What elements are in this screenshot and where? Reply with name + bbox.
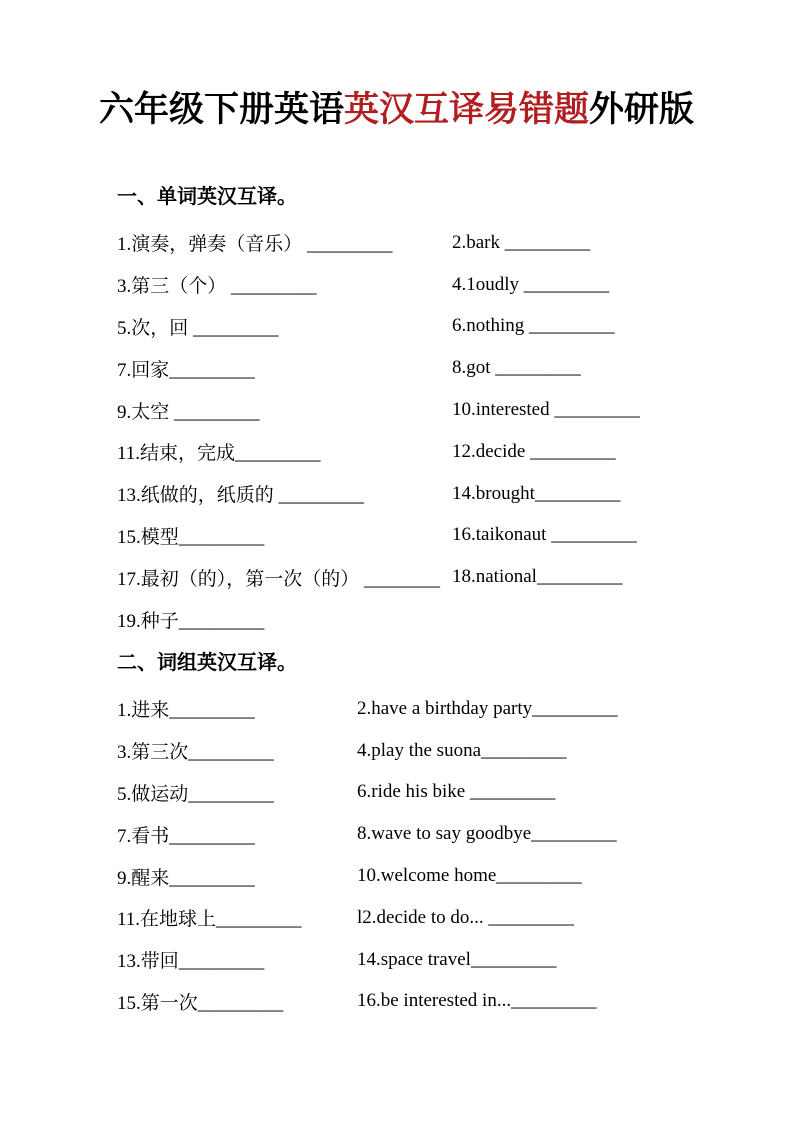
worksheet-item-left: 15.第一次_________ bbox=[117, 992, 284, 1014]
worksheet-row bbox=[117, 306, 773, 348]
section-phrase-translation bbox=[117, 650, 773, 1022]
worksheet-row bbox=[117, 389, 773, 431]
worksheet-item-left: 7.看书_________ bbox=[117, 825, 255, 847]
worksheet-row bbox=[117, 264, 773, 306]
worksheet-item-left: 5.次，回 _________ bbox=[117, 317, 279, 339]
worksheet-row bbox=[117, 598, 773, 640]
worksheet-item-right: l2.decide to do... _________ bbox=[357, 906, 574, 928]
worksheet-row bbox=[117, 813, 773, 855]
worksheet-row bbox=[117, 347, 773, 389]
worksheet-row bbox=[117, 473, 773, 515]
worksheet-item-left: 17.最初（的），第一次（的） ________ bbox=[117, 568, 441, 590]
worksheet-row bbox=[117, 772, 773, 814]
worksheet-item-right: 2.have a birthday party_________ bbox=[357, 697, 618, 719]
worksheet-item-left: 15.模型_________ bbox=[117, 526, 265, 548]
worksheet-item-right: 12.decide _________ bbox=[452, 440, 616, 462]
worksheet-row bbox=[117, 515, 773, 557]
worksheet-item-left: 13.带回_________ bbox=[117, 951, 265, 973]
worksheet-item-left: 11.结束，完成_________ bbox=[117, 443, 321, 465]
worksheet-row bbox=[117, 222, 773, 264]
worksheet-item-right: 10.interested _________ bbox=[452, 399, 640, 421]
worksheet-item-right: 2.bark _________ bbox=[452, 231, 591, 253]
worksheet-item-right: 14.space travel_________ bbox=[357, 948, 557, 970]
worksheet-row bbox=[117, 730, 773, 772]
worksheet-item-left: 9.太空 _________ bbox=[117, 401, 260, 423]
worksheet-item-right: 16.taikonaut _________ bbox=[452, 524, 637, 546]
title-highlight: 英汉互译易错题 bbox=[343, 90, 589, 129]
worksheet-row bbox=[117, 431, 773, 473]
worksheet-row bbox=[117, 556, 773, 598]
worksheet-row bbox=[117, 897, 773, 939]
worksheet-item-left: 3.第三（个） _________ bbox=[117, 276, 317, 298]
worksheet-item-left: 1.演奏，弹奏（音乐） _________ bbox=[117, 234, 393, 256]
worksheet-row bbox=[117, 981, 773, 1023]
worksheet-item-right: 14.brought_________ bbox=[452, 482, 621, 504]
worksheet-item-right: 6.ride his bike _________ bbox=[357, 781, 556, 803]
title-suffix: 外研版 bbox=[589, 90, 695, 129]
worksheet-item-left: 19.种子_________ bbox=[117, 610, 265, 632]
worksheet-item-left: 11.在地球上_________ bbox=[117, 909, 302, 931]
worksheet-item-left: 9.醒来_________ bbox=[117, 867, 255, 889]
section-rows bbox=[117, 222, 773, 640]
worksheet-item-right: 8.wave to say goodbye_________ bbox=[357, 823, 617, 845]
title-prefix: 六年级下册英语 bbox=[98, 90, 344, 129]
worksheet-item-left: 7.回家_________ bbox=[117, 359, 255, 381]
worksheet-item-left: 1.进来_________ bbox=[117, 700, 255, 722]
section-rows bbox=[117, 688, 773, 1022]
worksheet-item-right: 16.be interested in..._________ bbox=[357, 990, 597, 1012]
section-word-translation bbox=[117, 184, 773, 640]
worksheet-item-right: 4.play the suona_________ bbox=[357, 739, 567, 761]
worksheet-item-right: 6.nothing _________ bbox=[452, 315, 615, 337]
worksheet-item-left: 3.第三次_________ bbox=[117, 742, 274, 764]
worksheet-item-right: 4.1oudly _________ bbox=[452, 273, 610, 295]
worksheet-item-left: 13.纸做的，纸质的 _________ bbox=[117, 485, 365, 507]
worksheet-row bbox=[117, 688, 773, 730]
section-heading: 一、单词英汉互译。 bbox=[117, 186, 297, 208]
worksheet-row bbox=[117, 939, 773, 981]
worksheet-item-right: 18.national_________ bbox=[452, 566, 623, 588]
page-title bbox=[0, 86, 793, 133]
section-heading: 二、词组英汉互译。 bbox=[117, 652, 297, 674]
worksheet-row bbox=[117, 855, 773, 897]
worksheet-item-right: 10.welcome home_________ bbox=[357, 865, 582, 887]
worksheet-item-left: 5.做运动_________ bbox=[117, 783, 274, 805]
worksheet-item-right: 8.got _________ bbox=[452, 357, 581, 379]
